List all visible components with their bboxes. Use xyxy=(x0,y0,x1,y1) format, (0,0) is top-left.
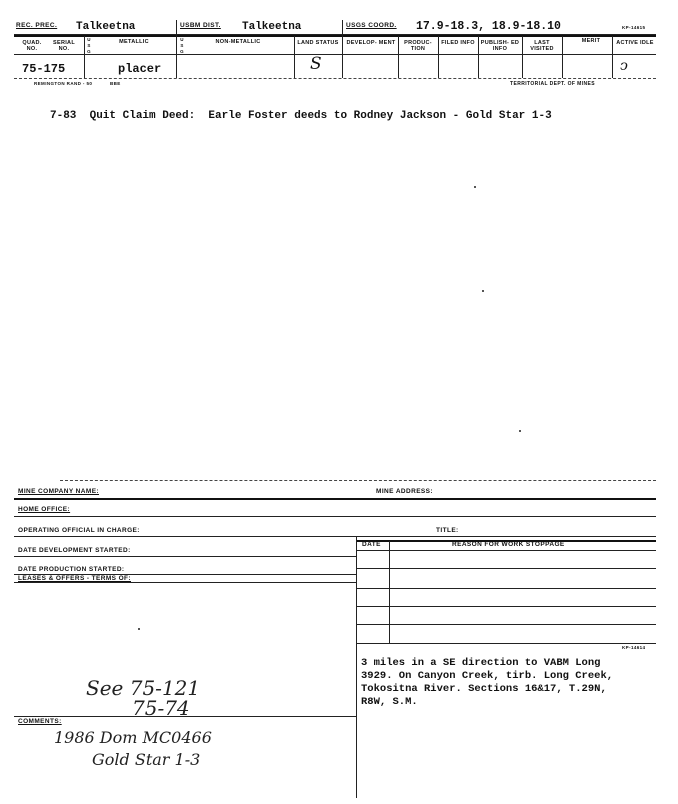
home-office-label: HOME OFFICE: xyxy=(18,506,71,513)
land-status-mark: S xyxy=(310,54,322,74)
col-usg: U S G xyxy=(87,37,91,54)
col-divider xyxy=(562,36,563,78)
usbm-dist-value: Talkeetna xyxy=(242,21,302,33)
col-divider xyxy=(398,36,399,78)
leases-offers-label: LEASES & OFFERS - TERMS OF: xyxy=(18,575,131,582)
col-land-status: LAND STATUS xyxy=(297,40,339,46)
col-merit: MERIT xyxy=(581,38,601,44)
stoppage-row xyxy=(356,643,656,644)
col-filed-info: FILED INFO xyxy=(441,40,475,46)
comments-label: COMMENTS: xyxy=(18,718,62,725)
tear-rule xyxy=(60,480,656,481)
row-rule xyxy=(14,54,656,55)
form-rule xyxy=(14,516,656,517)
record-entry: 7-83 Quit Claim Deed: Earle Foster deeds to Rodney Jackson - Gold Star 1-3 xyxy=(50,110,552,122)
active-mark: ↄ xyxy=(620,58,628,74)
date-header: DATE xyxy=(362,541,381,548)
handwritten-comment-1: 1986 Dom MC0466 xyxy=(54,728,212,747)
col-published-info: PUBLISH- ED INFO xyxy=(480,40,520,52)
row-bottom-rule xyxy=(14,78,656,79)
scan-speck xyxy=(138,628,140,630)
form-rule xyxy=(14,498,656,500)
stoppage-row xyxy=(356,606,656,607)
location-notes: 3 miles in a SE direction to VABM Long 3929. On Canyon Creek, tirb. Long Creek, Tokositna River. Sections 16&17, T.29N, R8W, S.M. xyxy=(361,657,614,708)
handwritten-comment-2: Gold Star 1-3 xyxy=(92,750,201,769)
col-serial-no: SERIAL NO. xyxy=(53,40,75,52)
printer-label: REMINGTON RAND - 50 xyxy=(34,81,93,86)
header-rule-2 xyxy=(14,35,656,37)
stoppage-row xyxy=(356,568,656,569)
mine-company-name-label: MINE COMPANY NAME: xyxy=(18,488,99,495)
col-divider xyxy=(84,36,85,78)
form-rule xyxy=(14,716,356,717)
col-divider xyxy=(176,20,177,78)
form-rule xyxy=(14,582,356,583)
col-divider xyxy=(612,36,613,78)
usgs-coord-value: 17.9-18.3, 18.9-18.10 xyxy=(416,20,561,33)
form-rule xyxy=(14,536,656,537)
col-divider xyxy=(342,20,343,78)
col-non-metallic: NON-METALLIC xyxy=(215,39,261,45)
reason-header: REASON FOR WORK STOPPAGE xyxy=(452,541,565,548)
title-label: TITLE: xyxy=(436,527,459,534)
col-divider xyxy=(478,36,479,78)
handwritten-see-ref-2: 75-74 xyxy=(132,696,190,720)
form-code-2: KP-14614 xyxy=(622,645,646,650)
col-last-visited: LAST VISITED xyxy=(530,40,554,52)
form-rule xyxy=(14,556,356,557)
stoppage-row xyxy=(356,588,656,589)
record-metallic: placer xyxy=(118,62,162,76)
col-development: DEVELOP- MENT xyxy=(346,40,396,46)
scan-speck xyxy=(519,430,521,432)
col-metallic: METALLIC xyxy=(119,39,149,45)
col-active-idle: ACTIVE IDLE xyxy=(616,40,654,46)
stoppage-row xyxy=(356,550,656,551)
form-center-divider xyxy=(356,536,357,798)
dept-label: TERRITORIAL DEPT. OF MINES xyxy=(510,81,595,87)
col-divider xyxy=(294,36,295,78)
date-production-label: DATE PRODUCTION STARTED: xyxy=(18,566,125,573)
scan-speck xyxy=(474,186,476,188)
col-divider xyxy=(522,36,523,78)
handwritten-see-ref-1: See 75-121 xyxy=(86,676,201,700)
date-development-label: DATE DEVELOPMENT STARTED: xyxy=(18,547,131,554)
printer-code: BBE xyxy=(110,81,121,86)
rec-prec-value: Talkeetna xyxy=(76,21,136,33)
scan-speck xyxy=(482,290,484,292)
col-production: PRODUC- TION xyxy=(404,40,432,52)
operating-official-label: OPERATING OFFICIAL IN CHARGE: xyxy=(18,527,140,534)
usgs-coord-label: USGS COORD. xyxy=(346,22,397,29)
stoppage-col xyxy=(389,541,390,643)
usbm-dist-label: USBM DIST. xyxy=(180,22,221,29)
form-code: KP-14615 xyxy=(622,25,646,30)
col-divider xyxy=(438,36,439,78)
rec-prec-label: REC. PREC. xyxy=(16,22,58,29)
record-serial: 75-175 xyxy=(22,62,66,76)
col-quad-no: QUAD. NO. xyxy=(22,40,42,52)
mine-address-label: MINE ADDRESS: xyxy=(376,488,433,495)
stoppage-row xyxy=(356,624,656,625)
col-usg-2: U S G xyxy=(180,37,184,54)
